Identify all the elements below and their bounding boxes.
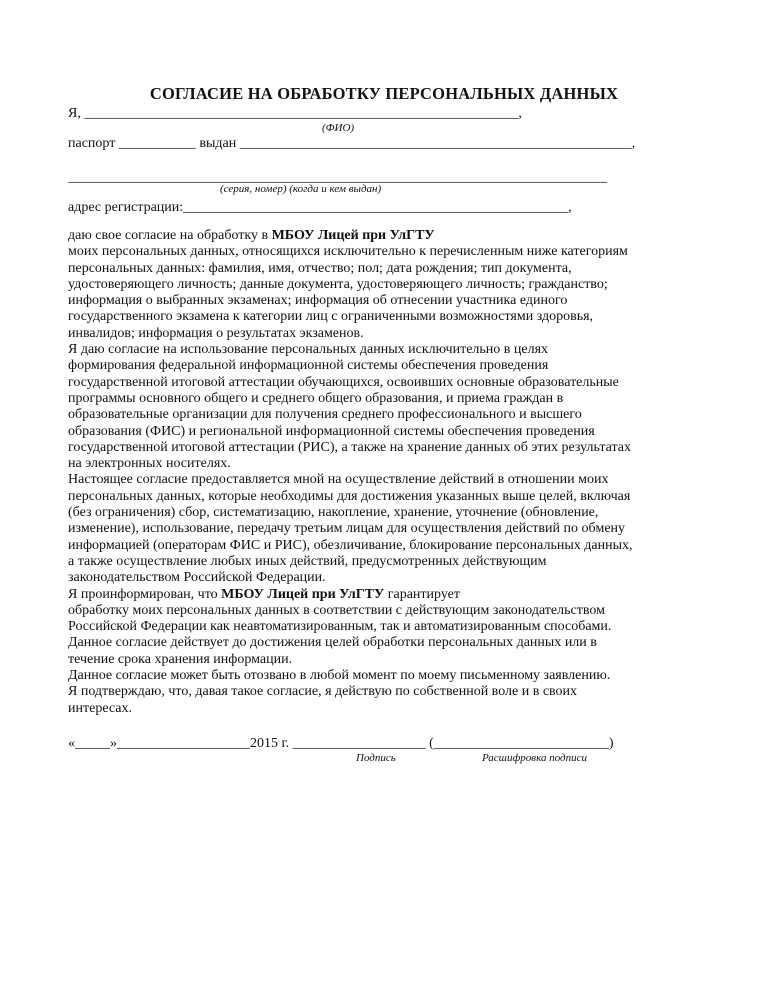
- name-field-line: Я, ______________________________________________________________,: [68, 106, 522, 121]
- text-line: персональных данных, которые необходимы для достижения указанных выше целей, включая: [68, 488, 631, 504]
- para4-intro: Я проинформирован, что: [68, 586, 222, 602]
- consent-body: [68, 228, 708, 717]
- text-line: государственной итоговой аттестации обучающихся, освоивших основные образовательные: [68, 374, 619, 390]
- text-line: обработку моих персональных данных в соответствии с действующим законодательством: [68, 602, 605, 618]
- text-line: образования (ФИС) и региональной информационной системы обеспечения проведения: [68, 423, 595, 439]
- text-line: информацией (операторам ФИС и РИС), обезличивание, блокирование персональных данных,: [68, 537, 633, 553]
- address-field-line: адрес регистрации:_______________________________________________________,: [68, 200, 572, 215]
- text-line: информация о выбранных экзаменах; информация об отнесении участника единого: [68, 293, 568, 309]
- text-line: моих персональных данных, относящихся исключительно к перечисленным ниже категориям: [68, 244, 628, 260]
- signature-line: «_____»___________________2015 г. ___________________ (_________________________): [68, 736, 614, 751]
- text-line: изменение), использование, передачу третьим лицам для осуществления действий по обмену: [68, 521, 626, 537]
- text-line: на электронных носителях.: [68, 456, 231, 472]
- text-line: Настоящее согласие предоставляется мной на осуществление действий в отношении моих: [68, 472, 609, 488]
- passport-blank-line: _____________________________________________________________________________: [68, 170, 607, 185]
- text-line: инвалидов; информация о результатах экзаменов.: [68, 325, 364, 341]
- text-line: а также осуществление любых иных действий, предусмотренных действующим: [68, 553, 547, 569]
- org-name-2: МБОУ Лицей при УлГТУ: [221, 586, 385, 602]
- text-line: образовательные организации для получения среднего профессионального и высшего: [68, 407, 582, 423]
- fio-hint: (ФИО): [322, 122, 355, 134]
- text-line: государственной итоговой аттестации (РИС), а также на хранение данных об этих результатах: [68, 439, 632, 455]
- text-line: законодательством Российской Федерации.: [68, 570, 326, 586]
- passport-field-line: паспорт ___________ выдан ________________________________________________________,: [68, 136, 636, 151]
- document-title: СОГЛАСИЕ НА ОБРАБОТКУ ПЕРСОНАЛЬНЫХ ДАННЫХ: [149, 84, 619, 103]
- para1-intro: даю свое согласие на обработку в: [68, 228, 272, 243]
- text-line: Я подтверждаю, что, давая такое согласие, я действую по собственной воле и в своих: [68, 684, 578, 700]
- signature-decoding-hint: Расшифровка подписи: [482, 752, 587, 764]
- text-line: формирования федеральной информационной системы обеспечения проведения: [68, 358, 549, 374]
- text-line: удостоверяющего личность; данные документа, удостоверяющего личность; гражданство;: [68, 276, 608, 292]
- text-line: течение срока хранения информации.: [68, 651, 293, 667]
- text-line: программы основного общего и среднего общего образования, и приема граждан в: [68, 390, 564, 406]
- para4-intro-row: [68, 587, 708, 603]
- text-line: государственного экзамена к категории лиц с ограниченными возможностями здоровья,: [68, 309, 594, 325]
- para1-intro-row: [68, 228, 708, 244]
- text-line: Российской Федерации как неавтоматизированным, так и автоматизированным способами.: [68, 619, 612, 635]
- org-name: МБОУ Лицей при УлГТУ: [271, 228, 435, 243]
- text-line: персональных данных: фамилия, имя, отчество; пол; дата рождения; тип документа,: [68, 260, 572, 276]
- passport-hint: (серия, номер) (когда и кем выдан): [220, 183, 382, 195]
- text-line: Я даю согласие на использование персональных данных исключительно в целях: [68, 342, 549, 358]
- text-line: интересах.: [68, 700, 132, 716]
- text-line: Данное согласие действует до достижения целей обработки персональных данных или в: [68, 635, 597, 651]
- text-line: Данное согласие может быть отозвано в любой момент по моему письменному заявлению.: [68, 668, 611, 684]
- text-line: (без ограничения) сбор, систематизацию, накопление, хранение, уточнение (обновление,: [68, 505, 599, 521]
- signature-hint: Подпись: [356, 752, 396, 764]
- para4-outro: гарантирует: [384, 586, 460, 602]
